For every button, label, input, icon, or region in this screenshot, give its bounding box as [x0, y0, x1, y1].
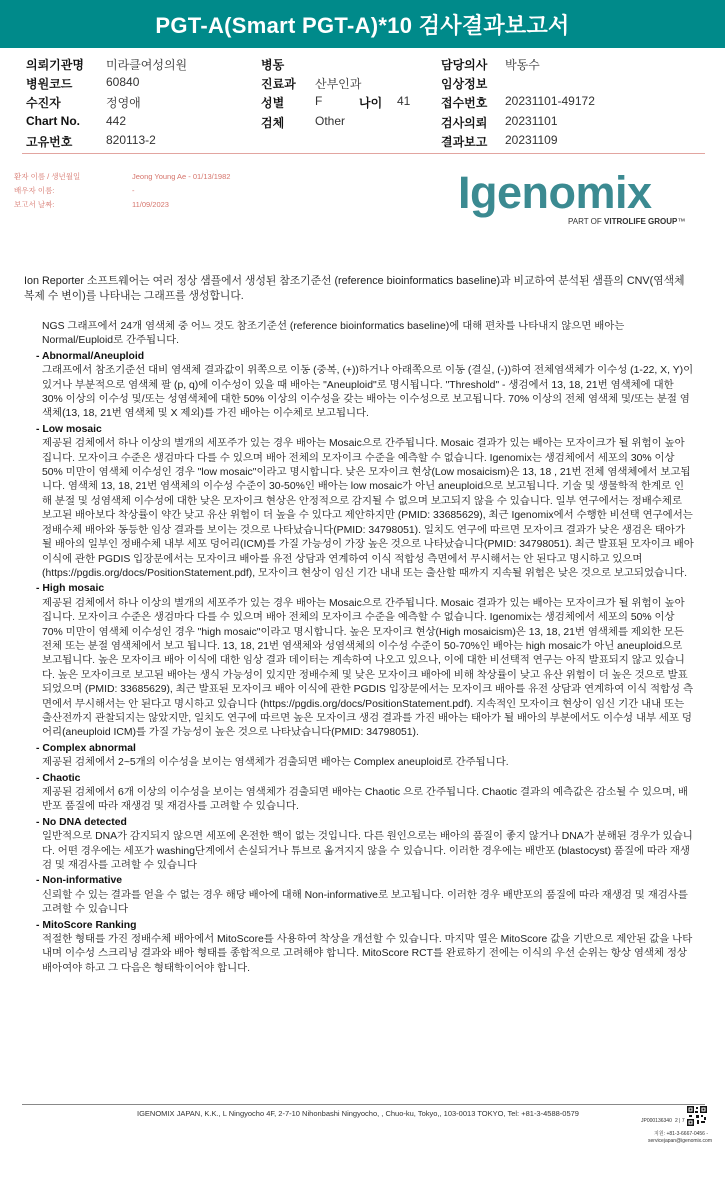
label-sex: 성별 — [261, 96, 285, 110]
footer-address: IGENOMIX JAPAN, K.K., L Ningyocho 4F, 2-7-10 Nihonbashi Ningyocho, , Chuo-ku, Tokyo,, 103-0013 TOKYO, Tel: +81-3-4588-0579 — [137, 1109, 579, 1118]
label-institution: 의뢰기관명 — [26, 58, 84, 72]
value-request-date: 20231101 — [505, 114, 558, 128]
footer-contact-tel: 지원: +81-3-6667-0456 - — [654, 1131, 708, 1137]
label-receipt-no: 접수번호 — [441, 96, 488, 110]
patient-row — [14, 170, 230, 184]
value-specimen: Other — [315, 114, 346, 128]
logo-tagline — [568, 217, 685, 226]
report-title: PGT-A(Smart PGT-A)*10 검사결과보고서 — [155, 12, 570, 38]
label-request-date: 검사의뢰 — [441, 116, 488, 130]
section-heading-non-informative: - Non-informative — [36, 875, 123, 887]
footer-page-number: 2 | 7 — [675, 1118, 685, 1124]
report-date-value: 11/09/2023 — [132, 200, 169, 209]
value-result-date: 20231109 — [505, 133, 558, 147]
section-mitoscore-text: 적절한 형태를 가진 정배수체 배아에서 MitoScore를 사용하여 착상을 개선할 수 있습니다. 마지막 열은 MitoScore 값을 기반으로 제안된 값을 나타내며 이수성 스크리닝 결과와 배아 형태를 종합적으로 고려해야 합니다. MitoScore RCT를 완료하기 전에는 이식의 우선 순위는 항상 염색체 정상 배아여야 하고 그 다음은 형태학이어야 합니다. — [42, 934, 693, 974]
value-chart-no: 442 — [106, 114, 127, 128]
igenomix-logo — [458, 168, 708, 232]
section-low-mosaic-text: 제공된 검체에서 하나 이상의 별개의 세포주가 있는 경우 배아는 Mosaic으로 간주됩니다. Mosaic 결과가 있는 배아는 모자이크가 될 위험이 높아집니다. 모자이크 수준은 생검마다 다를 수 있으며 배아 전체의 모자이크 수준을 예측할 수 없습니다. Igenomix는 생검체에서 세포의 30% 이상 50% 미만이 염색체 이수성인 경우 "low mosaic"이라고 명시합니다. 낮은 모자이크 현상(Low mosaicism)은 13, 18 , 21번 전체 염색체에서 보고됩니다. 염색체 13, 18, 21번 염색체의 이수성 수준이 30-50%인 배아는 low mosaic가 아닌 aneuploid으로 보고됩니다. 기술 및 생물학적 한계로 인해 분절 및 성염색체 이수성에 대한 낮은 모자이크 현상은 안정적으로 감지될 수 없으며 보고되지 않을 수 있습니다. 일부 연구에서는 정배수체로 보고된 배아보다 착상률이 약간 낮고 유산 위험이 더 높을 수 있다고 제안하지만 (PMID: 33685629), 최근 Igenomix에서 수행한 비선택 연구에서는 정배수체 배아와 동등한 임상 결과를 보이는 것으로 나타났습니다(PMID: 34798051). 일치도 연구에 따르면 모자이크 결과가 낮은 생검은 태아가 될 배아의 일부인 정배수체 내부 세포 덩어리(ICM)를 가질 가능성이 가장 높은 것으로 나타났습니다(PMID: 34798051). 최근 발표된 모자이크 배아 이식에 관한 PGDIS 입장문에서는 모자이크 배아를 유전 상담과 연계하여 이식 적합성 측면에서 무시해서는 안 된다고 명시하고 있으며 (https://pgdis.org/docs/PositionStatement.pdf), 모자이크 현상이 임신 기간 내내 또는 출산할 때까지 지속될 위험은 낮은 것으로 보고되었습니다. — [42, 438, 694, 579]
report-title-bar — [0, 0, 725, 48]
logo-wordmark: Igenomix — [458, 167, 652, 218]
section-heading-mitoscore: - MitoScore Ranking — [36, 919, 137, 931]
section-non-informative-text: 신뢰할 수 있는 결과를 얻을 수 없는 경우 해당 배아에 대해 Non-informative로 보고됩니다. 이러한 경우 배반포의 품질에 따라 재생검 및 재검사를 고려할 수 있습니다 — [42, 889, 688, 916]
section-complex-text: 제공된 검체에서 2~5개의 이수성을 보이는 염색체가 검출되면 배아는 Complex aneuploid로 간주됩니다. — [42, 757, 509, 769]
label-result-date: 결과보고 — [441, 135, 488, 149]
section-aneuploid-text: 그래프에서 참조기준선 대비 염색체 결과값이 위쪽으로 이동 (중복, (+))하거나 아래쪽으로 이동 (결실, (-))하여 전체염색체가 이수성 (1-22, X, Y)이 있거나 부분적으로 염색체 팔 (p, q)에 이수성이 있을 때 배아는 "Aneuploid"로 명시됩니다. "Threshold" - 생검에서 13, 18, 21번 염색체에 대한 30% 이상의 이수성 및/또는 성염색체에 대한 50% 이상의 이수성을 갖는 배아는 이수성으로 보고됩니다. 70% 이상의 전체 염색체 및/또는 분절 염색체(13, 18, 21번 염색체 및 X 제외)를 가진 배아는 이수체로 보고됩니다. — [42, 365, 694, 420]
value-unique-no: 820113-2 — [106, 133, 156, 147]
label-patient: 수진자 — [26, 96, 61, 110]
logo-tagline-prefix: PART OF — [568, 217, 605, 226]
footer-contact — [648, 1131, 712, 1145]
section-heading-chaotic: - Chaotic — [36, 772, 81, 784]
logo-trademark: ™ — [677, 217, 686, 226]
value-institution: 미라클여성의원 — [106, 58, 188, 72]
report-info-grid — [0, 52, 725, 148]
info-divider — [22, 153, 705, 154]
label-ward: 병동 — [261, 58, 285, 72]
value-receipt-no: 20231101-49172 — [505, 94, 595, 108]
label-doctor: 담당의사 — [441, 58, 488, 72]
label-clinical-info: 임상정보 — [441, 77, 488, 91]
qr-code-icon — [687, 1106, 707, 1126]
label-unique-no: 고유번호 — [26, 135, 73, 149]
label-department: 진료과 — [261, 77, 296, 91]
section-heading-high-mosaic: - High mosaic — [36, 583, 105, 595]
result-definitions — [36, 320, 694, 977]
value-patient: 정영애 — [106, 96, 141, 110]
label-chart-no: Chart No. — [26, 114, 80, 128]
section-normal-text: NGS 그래프에서 24개 염색체 중 어느 것도 참조기준선 (reference bioinformatics baseline)에 대해 편차를 나타내지 않으면 배아는 Normal/Euploid로 간주됩니다. — [42, 321, 625, 347]
section-high-mosaic-text: 제공된 검체에서 하나 이상의 별개의 세포주가 있는 경우 배아는 Mosaic으로 간주됩니다. Mosaic 결과가 있는 배아는 모자이크가 될 위험이 높아집니다. 모자이크 수준은 생검마다 다를 수 있으며 배아 전체의 모자이크 수준을 예측할 수 없습니다. Igenomix는 생검체에서 세포의 50% 이상 70% 미만이 염색체 이수성인 경우 "high mosaic"이라고 명시합니다. 높은 모자이크 현상(High mosaicism)은 13, 18, 21번 염색체를 제외한 모든 전체 또는 분절 염색체에서 보고 됩니다. 13, 18, 21번 염색체와 성염색체의 이수성 수준이 50-70%인 배아는 high mosaic가 아닌 aneuploid으로 보고됩니다. 높은 모자이크 배아 이식에 대한 임상 결과 데이터는 계속하여 나오고 있으나, 이에 대한 비선택적 연구는 아직 발표되지 않고 있습니다. 높은 모자이크로 보고된 배아는 생식 가능성이 있지만 정배수체 및 낮은 모자이크 배아에 비해 착상률이 낮고 유산 위험이 더 높은 것으로 발표되었으며 (PMID: 33685629), 최근 발표된 모자이크 배아 이식에 관한 PGDIS 입장문에서는 모자이크 배아를 유전 상담과 연계하여 이식 적합성 측면에서 무시해서는 안 된다고 명시하고 있습니다 (https://pgdis.org/docs/PositionStatement.pdf). 지속적인 모자이크 현상이 임신 기간 내내 또는 출산전까지 관찰되지는 않았지만, 일치도 연구에 따르면 높은 모자이크 생검 결과를 가진 배아는 태아가 될 배아의 부분에서도 이수성 내부 세포 덩어리(aneuploid ICM)를 가질 가능성이 높은 것으로 나타났습니다(PMID: 34798051). — [42, 597, 693, 739]
patient-block — [14, 170, 230, 212]
patient-row — [14, 198, 230, 212]
section-heading-complex: - Complex abnormal — [36, 742, 136, 754]
intro-paragraph: Ion Reporter 소프트웨어는 여러 정상 샘플에서 생성된 참조기준선 (reference bioinformatics baseline)과 비교하여 분석된 샘플의 CNV(염색체 복제 수 변이)를 나타내는 그래프를 생성합니다. — [24, 275, 685, 302]
label-specimen: 검체 — [261, 116, 285, 130]
spouse-label: 배우자 이름: — [14, 186, 55, 195]
footer-contact-email: servicejapan@igenomix.com — [648, 1138, 712, 1144]
value-department: 산부인과 — [315, 77, 362, 91]
footer-divider — [22, 1104, 705, 1105]
patient-name-value: Jeong Young Ae - 01/13/1982 — [132, 172, 231, 181]
section-heading-low-mosaic: - Low mosaic — [36, 423, 102, 435]
value-doctor: 박동수 — [505, 58, 540, 72]
value-sex: F — [315, 94, 323, 108]
label-hospital-code: 병원코드 — [26, 77, 73, 91]
spouse-value: - — [132, 186, 135, 195]
label-age: 나이 — [359, 96, 383, 110]
logo-tagline-group: VITROLIFE GROUP — [604, 217, 678, 226]
section-no-dna-text: 일반적으로 DNA가 감지되지 않으면 세포에 온전한 핵이 없는 것입니다. 다른 원인으로는 배아의 품질이 좋지 않거나 DNA가 분해된 경우가 있습니다. 어떤 경우에는 세포가 washing단계에서 손실되거나 튜브로 옮겨지지 않을 수 있습니다. 이러한 경우에는 배반포 (blastocyst) 품질에 따라 재생검 및 재검사를 고려할 수 있습니다 — [42, 831, 693, 872]
section-chaotic-text: 제공된 검체에서 6개 이상의 이수성을 보이는 염색체가 검출되면 배아는 Chaotic 으로 간주됩니다. Chaotic 결과의 예측값은 감소될 수 있으며, 배반포 품질에 따라 재생검 및 재검사를 고려할 수 있습니다. — [42, 787, 688, 813]
patient-row — [14, 184, 230, 198]
footer-document-code: JP000136340 — [641, 1118, 672, 1124]
report-date-label: 보고서 날짜: — [14, 200, 55, 209]
patient-name-label: 환자 이름 / 생년월일 — [14, 172, 81, 181]
section-heading-no-dna: - No DNA detected — [36, 816, 127, 828]
value-hospital-code: 60840 — [106, 75, 140, 89]
section-heading-aneuploid: - Abnormal/Aneuploid — [36, 350, 145, 362]
value-age: 41 — [397, 94, 411, 108]
